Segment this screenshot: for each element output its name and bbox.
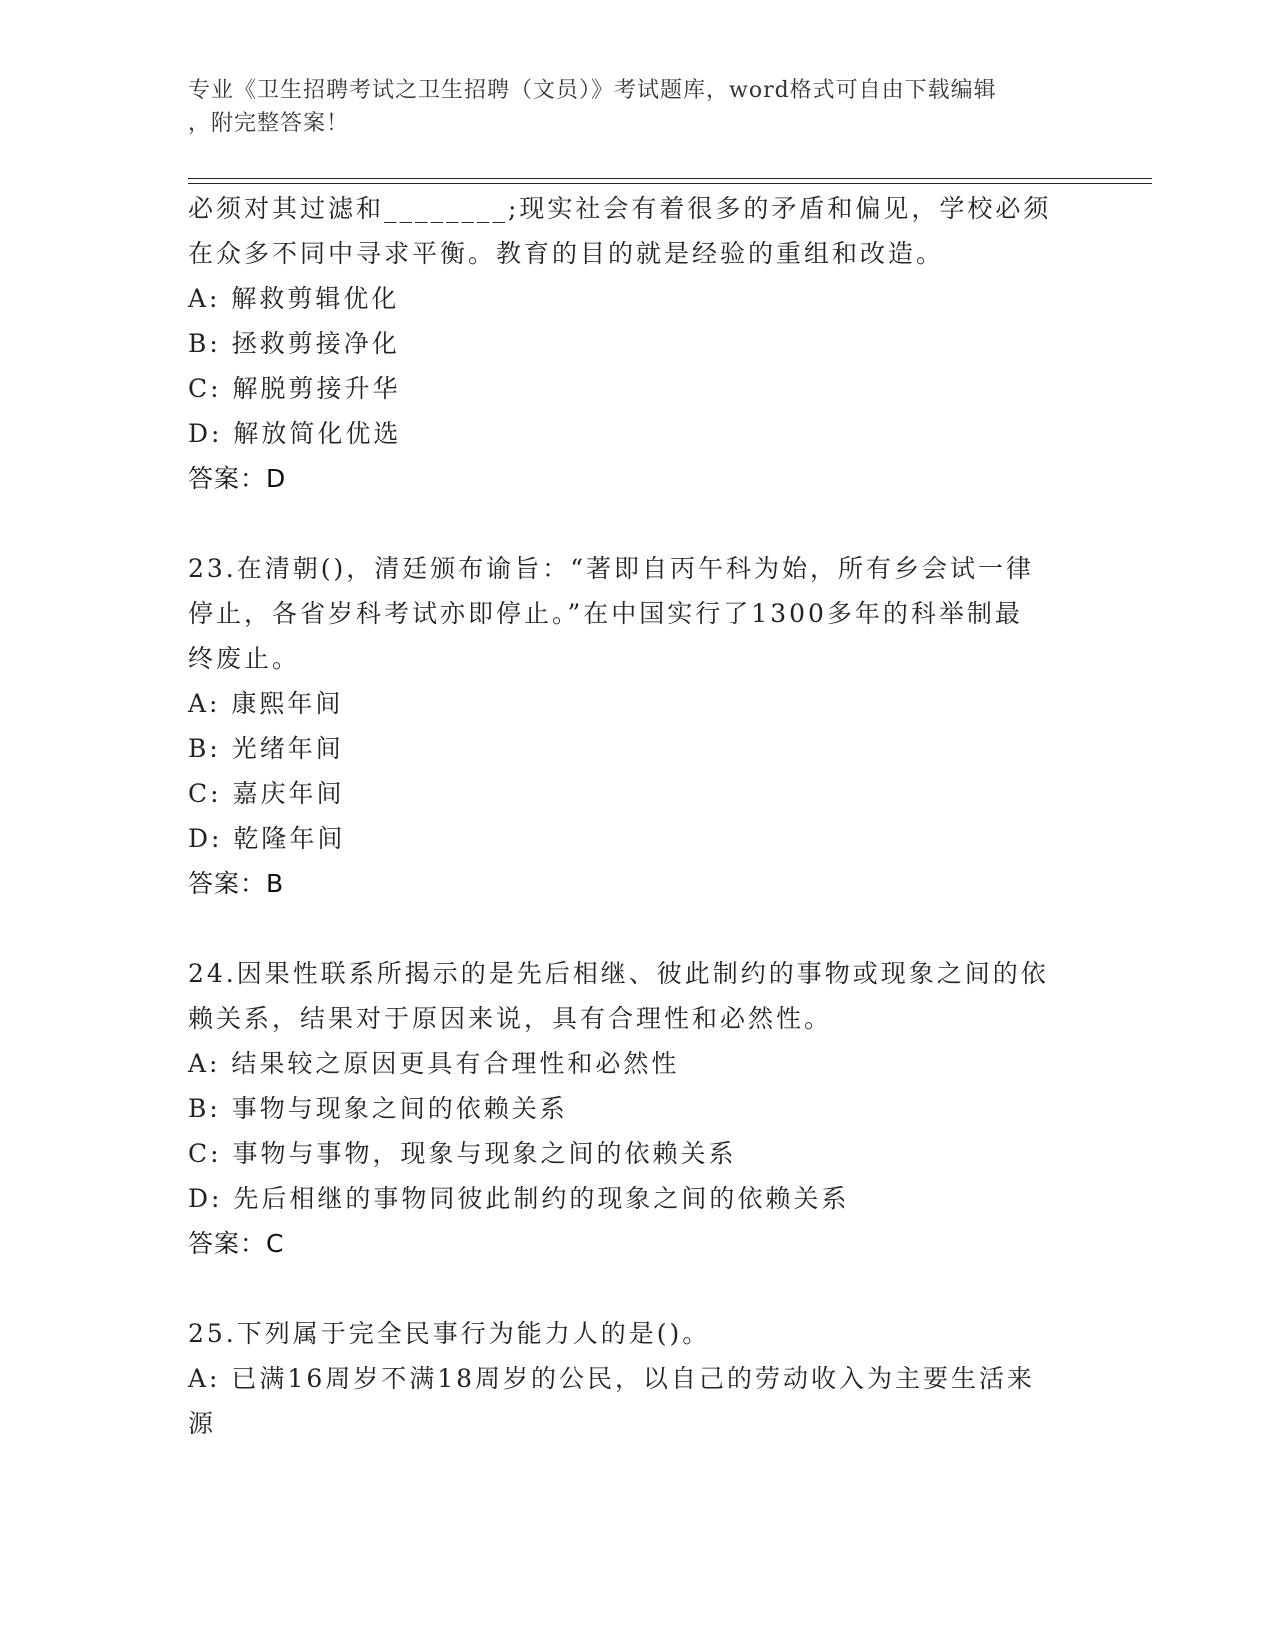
spacer bbox=[188, 1266, 1088, 1311]
option-d: D: 解放简化优选 bbox=[188, 419, 402, 448]
question-stem-line: 25.下列属于完全民事行为能力人的是()。 bbox=[188, 1319, 711, 1348]
option-d: D: 先后相继的事物同彼此制约的现象之间的依赖关系 bbox=[188, 1184, 850, 1213]
question-list bbox=[188, 186, 1088, 1446]
question-23 bbox=[188, 546, 1088, 906]
option-a: A: 康熙年间 bbox=[188, 689, 344, 718]
document-header bbox=[188, 74, 1068, 140]
option-b: B: 事物与现象之间的依赖关系 bbox=[188, 1094, 568, 1123]
option-c: C: 事物与事物，现象与现象之间的依赖关系 bbox=[188, 1139, 737, 1168]
question-stem-line: 必须对其过滤和________;现实社会有着很多的矛盾和偏见，学校必须 bbox=[188, 194, 1052, 223]
option-a: A: 结果较之原因更具有合理性和必然性 bbox=[188, 1049, 680, 1078]
spacer bbox=[188, 906, 1088, 951]
option-a-continued: 源 bbox=[188, 1409, 217, 1438]
question-stem-line: 停止，各省岁科考试亦即停止。”在中国实行了1300多年的科举制最 bbox=[188, 599, 1023, 628]
header-divider-top bbox=[188, 178, 1152, 179]
option-d: D: 乾隆年间 bbox=[188, 824, 346, 853]
option-b: B: 光绪年间 bbox=[188, 734, 344, 763]
option-a: A: 解救剪辑优化 bbox=[188, 284, 400, 313]
question-25 bbox=[188, 1311, 1088, 1446]
question-stem-line: 24.因果性联系所揭示的是先后相继、彼此制约的事物或现象之间的依 bbox=[188, 959, 1049, 988]
option-a: A: 已满16周岁不满18周岁的公民，以自己的劳动收入为主要生活来 bbox=[188, 1364, 1036, 1393]
header-line-2: ，附完整答案！ bbox=[188, 111, 350, 136]
header-line-1: 专业《卫生招聘考试之卫生招聘（文员）》考试题库，word格式可自由下载编辑 bbox=[188, 78, 997, 103]
question-stem-line: 在众多不同中寻求平衡。教育的目的就是经验的重组和改造。 bbox=[188, 239, 945, 268]
option-b: B: 拯救剪接净化 bbox=[188, 329, 400, 358]
option-c: C: 解脱剪接升华 bbox=[188, 374, 401, 403]
answer-label: 答案：C bbox=[188, 1229, 285, 1258]
question-22 bbox=[188, 186, 1088, 501]
answer-label: 答案：D bbox=[188, 464, 287, 493]
question-24 bbox=[188, 951, 1088, 1266]
question-stem-line: 赖关系，结果对于原因来说，具有合理性和必然性。 bbox=[188, 1004, 833, 1033]
option-c: C: 嘉庆年间 bbox=[188, 779, 345, 808]
header-divider-bottom bbox=[188, 183, 1152, 184]
answer-label: 答案：B bbox=[188, 869, 285, 898]
spacer bbox=[188, 501, 1088, 546]
question-stem-line: 23.在清朝()，清廷颁布谕旨：“著即自丙午科为始，所有乡会试一律 bbox=[188, 554, 1035, 583]
question-stem-line: 终废止。 bbox=[188, 644, 301, 673]
